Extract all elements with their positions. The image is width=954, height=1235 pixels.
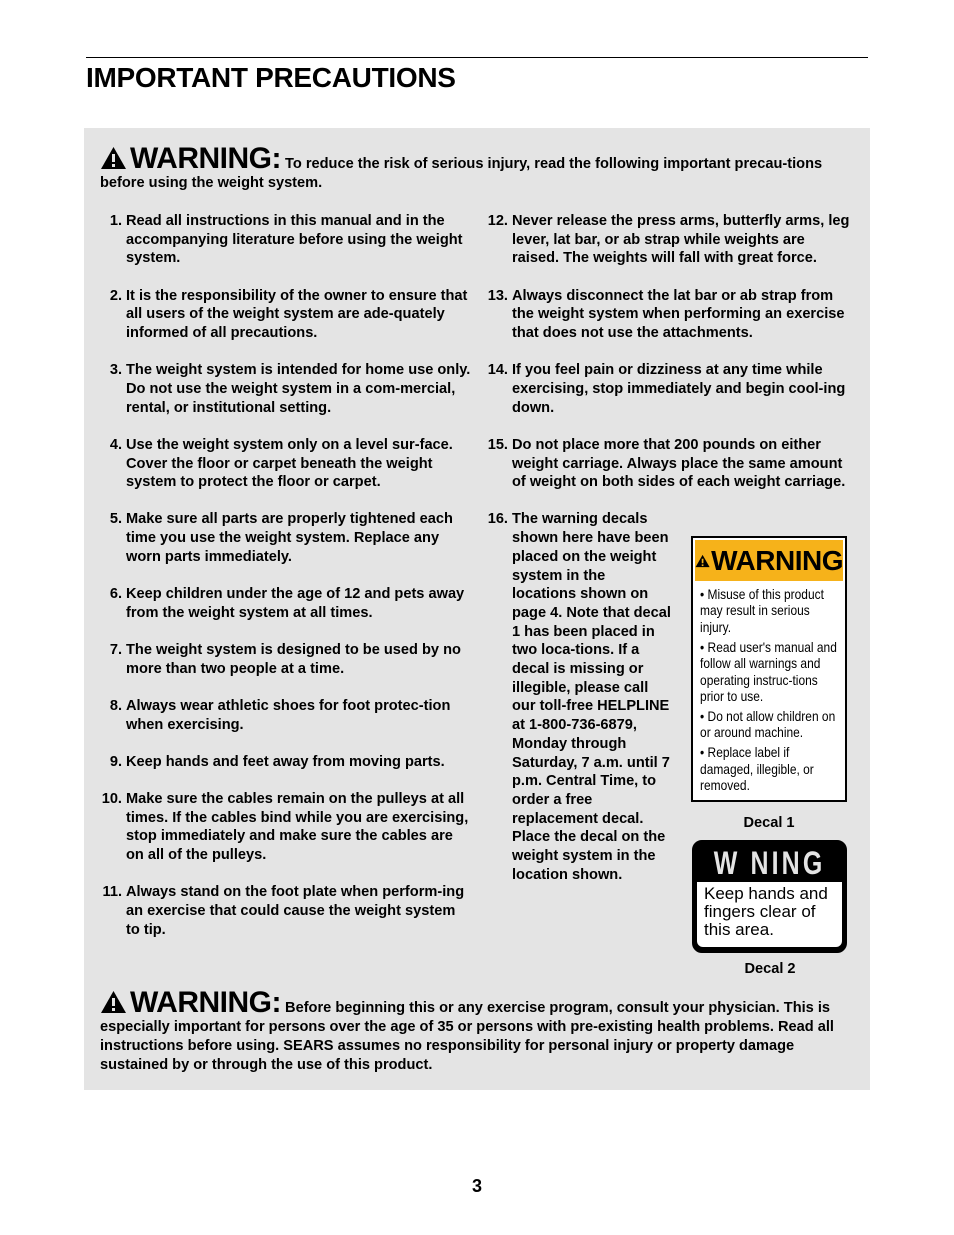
item-text: Keep hands and feet away from moving parts. [126,753,445,770]
decal-2-label [692,840,847,953]
list-item [100,585,472,622]
item-number: 16. [487,511,508,528]
item-number: 14. [487,362,508,379]
item-text: Always disconnect the lat bar or ab strap from the weight system when performing an exercise that does not use the attachments. [512,287,845,342]
list-item [486,287,852,343]
item-number: 15. [487,436,508,453]
warning-triangle-icon [695,551,710,571]
item-text: It is the responsibility of the owner to ensure that all users of the weight system are ade-quately informed of all precautions. [126,287,468,342]
item-text: Read all instructions in this manual and in the accompanying literature before using the weight system. [126,213,463,267]
list-item [100,361,472,417]
item-text: Keep children under the age of 12 and pets away from the weight system at all times. [126,586,465,621]
item-number: 4. [109,436,122,453]
item-number: 10. [101,790,122,807]
list-item [100,510,472,566]
list-item: • Replace label if damaged, illegible, or removed. [700,745,814,793]
decal-1-label [691,536,847,802]
page-number: 3 [471,1176,482,1196]
list-item [100,753,472,772]
list-item [100,697,472,734]
decal-1-header [695,540,843,581]
item-text: Always wear athletic shoes for foot protec-tion when exercising. [126,697,451,733]
item-number: 5. [109,511,122,528]
item-number: 7. [109,641,122,658]
item-number: 3. [109,362,122,379]
list-item [486,436,852,492]
list-item [100,287,472,343]
warning-bottom-text: Before beginning this or any exercise program, consult your physician. This is especially important for persons over the age of 35 or persons with pre-existing health problems. Read all instructions before using. SEARS assumes no responsibility for personal injury or property damage sustained by or through the use of this product. [100,1000,834,1073]
page-title: IMPORTANT PRECAUTIONS [86,62,456,93]
item-number: 11. [102,884,122,901]
list-item [486,212,852,268]
item-number: 1. [109,213,122,229]
list-item [100,212,472,268]
decal-1-caption: Decal 1 [743,815,795,831]
item-text: The warning decals shown here have been placed on the weight system in the locations shown on page 4. Note that decal 1 has been placed in two loca-tions. If a decal is missing or illegible, please call our toll-free HELPLINE at 1-800-736-6879, Monday through Saturday, 7 a.m. until 7 p.m. Central Time, to order a free replacement decal. Place the decal on the weight system in the location shown. [512,511,671,883]
list-item: • Do not allow children on or around machine. [700,708,836,741]
item-text: If you feel pain or dizziness at any time while exercising, stop immediately and begin cool-ing down. [512,362,846,416]
list-item: • Read user's manual and follow all warnings and operating instruc-tions prior to use. [700,639,837,704]
warning-triangle-icon [100,146,127,170]
warning-top-text: To reduce the risk of serious injury, read the following important precau-tions before using the weight system. [100,156,823,191]
decal-2-title: W NING [713,845,826,881]
item-text: Always stand on the foot plate when perform-ing an exercise that could cause the weight system to tip. [126,884,465,938]
list-item [100,883,472,939]
item-text: Make sure the cables remain on the pulleys at all times. If the cables bind while you are exercising, stop immediately and make sure the cables are on all of the pulleys. [126,790,469,864]
item-number: 2. [109,287,122,304]
list-item [486,361,852,417]
item-text: The weight system is intended for home use only. Do not use the weight system in a com-mercial, rental, or institutional setting. [126,362,471,416]
item-text: The weight system is designed to be used by no more than two people at a time. [126,641,461,677]
decal-2-header [697,845,842,882]
decal-2-caption: Decal 2 [744,961,796,977]
decal-1-title: WARNING [711,544,843,576]
warning-bottom [100,988,852,1075]
warning-top-word: WARNING: [130,142,281,175]
item-number: 6. [109,586,122,603]
list-item: • Misuse of this product may result in serious injury. [700,587,824,635]
warning-top [100,144,852,193]
list-item [100,790,472,865]
list-item [100,436,472,492]
item-text: Make sure all parts are properly tightened each time you use the weight system. Replace any worn parts immediately. [126,511,453,565]
item-number: 12. [487,213,508,229]
warning-triangle-icon [100,990,127,1014]
list-item [486,510,672,884]
item-number: 13. [487,287,508,304]
item-text: Do not place more that 200 pounds on either weight carriage. Always place the same amount of weight on both sides of each weight carriage. [512,436,846,491]
list-item [100,641,472,678]
decal-1-list [693,587,844,794]
item-number: 8. [109,697,122,714]
top-rule [86,57,868,58]
item-text: Never release the press arms, butterfly arms, leg lever, lat bar, or ab strap while weights are raised. The weights will fall with great force. [512,213,850,267]
warning-bottom-word: WARNING: [130,986,281,1019]
precautions-list-left [100,212,472,958]
item-number: 9. [109,753,122,770]
item-text: Use the weight system only on a level sur-face. Cover the floor or carpet beneath the weight system to protect the floor or carpet. [126,436,453,491]
decal-2-text: Keep hands and fingers clear of this area. [697,882,842,947]
